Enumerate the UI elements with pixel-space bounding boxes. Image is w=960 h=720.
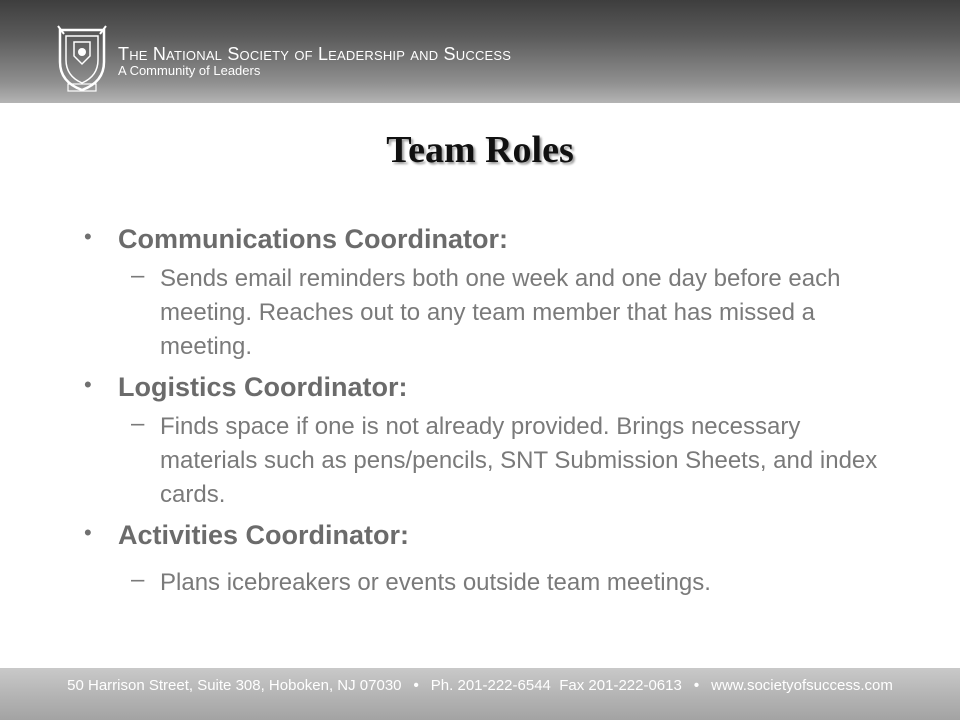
role-item-logistics <box>0 370 960 410</box>
role-label: Logistics Coordinator: <box>118 372 408 402</box>
slide-title: Team Roles <box>386 129 574 171</box>
dash-icon: – <box>131 410 145 437</box>
footer-contact <box>0 677 960 694</box>
dash-icon: – <box>131 262 145 289</box>
role-description: Finds space if one is not already provided. Brings necessary materials such as pens/pencils, SNT Submission Sheets, and index cards. <box>160 413 878 508</box>
dash-icon: – <box>131 566 145 593</box>
footer-fax: Fax 201-222-0613 <box>559 677 682 694</box>
bullet-icon: • <box>84 520 92 545</box>
footer-banner <box>0 668 960 720</box>
footer-website[interactable]: www.societyofsuccess.com <box>711 677 893 694</box>
crest-icon <box>54 22 110 94</box>
separator-dot-icon: • <box>693 677 700 694</box>
role-list <box>0 222 960 600</box>
org-name: The National Society of Leadership and Success <box>118 44 512 64</box>
role-description: Sends email reminders both one week and one day before each meeting. Reaches out to any team member that has missed a meeting. <box>160 265 841 360</box>
header-banner <box>0 0 960 103</box>
bullet-icon: • <box>84 224 92 249</box>
role-description-row <box>0 410 960 512</box>
separator-dot-icon: • <box>413 677 419 694</box>
footer-phone: Ph. 201-222-6544 <box>430 677 551 694</box>
role-description-row <box>0 262 960 364</box>
role-description: Plans icebreakers or events outside team meetings. <box>160 569 711 596</box>
footer-address: 50 Harrison Street, Suite 308, Hoboken, NJ 07030 <box>67 677 402 694</box>
role-item-activities <box>0 518 960 558</box>
role-description-row <box>0 566 960 600</box>
role-label: Communications Coordinator: <box>118 224 508 254</box>
bullet-icon: • <box>84 372 92 397</box>
role-label: Activities Coordinator: <box>118 520 410 550</box>
org-tagline: A Community of Leaders <box>118 63 261 78</box>
role-item-communications <box>0 222 960 262</box>
